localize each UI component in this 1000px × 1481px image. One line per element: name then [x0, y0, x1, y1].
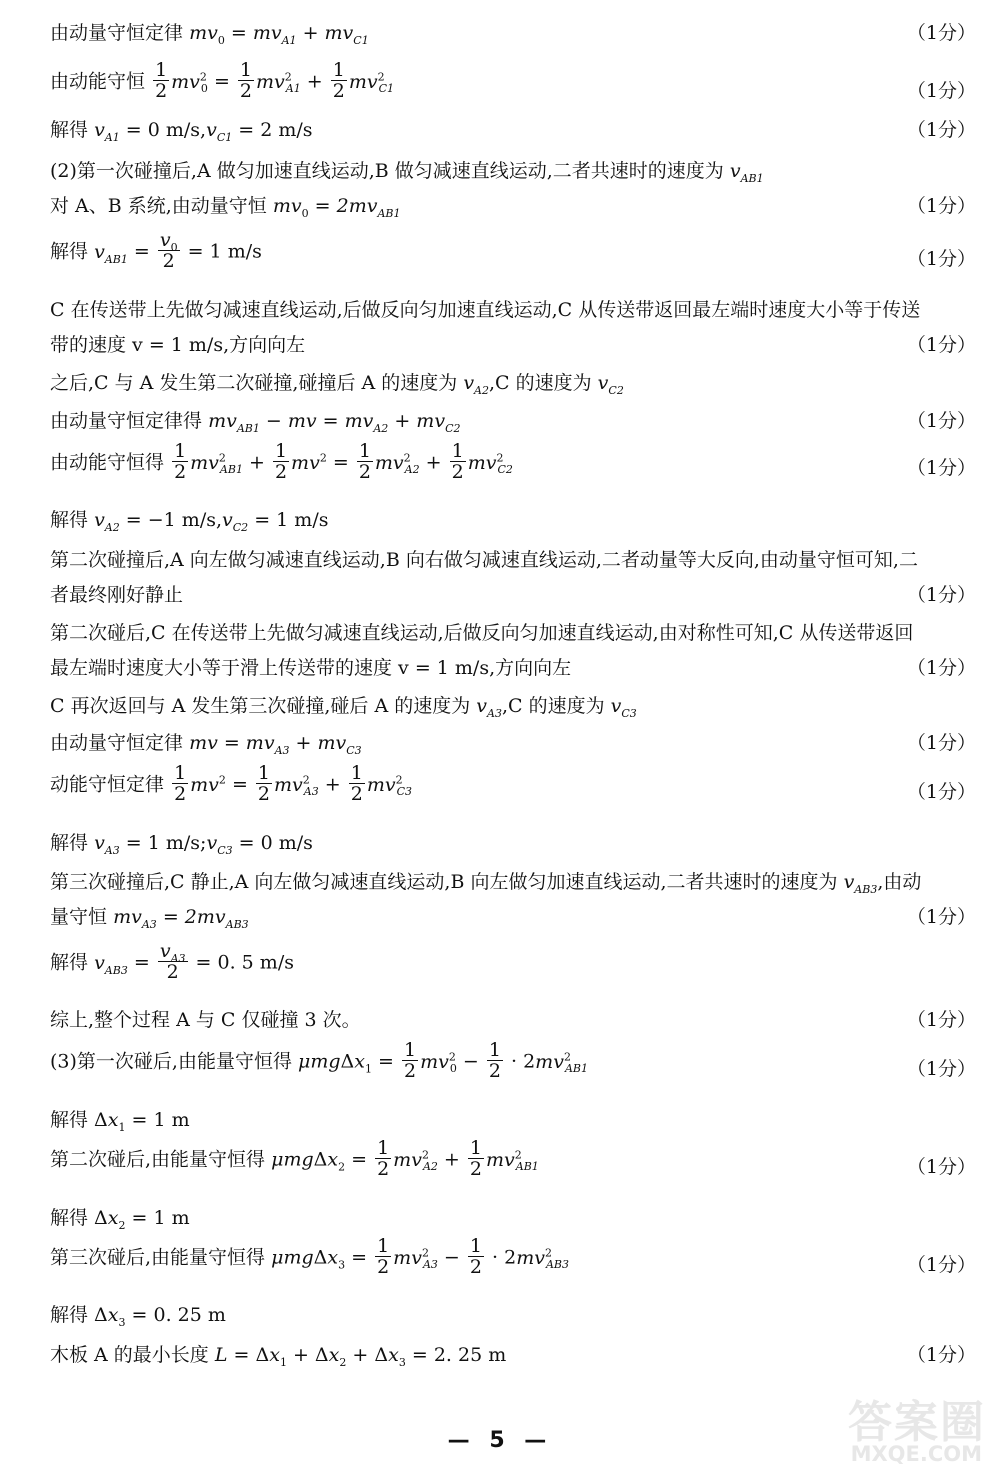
score-mark: （1分） — [906, 1156, 976, 1178]
line-6: 解得 $v_{AB1}$ = $\frac{v_0}{2}$ = 1 m/s （1分） — [50, 229, 976, 272]
score-mark: （1分） — [906, 80, 976, 102]
line-text: 第三次碰撞后,C 静止,A 向左做匀减速直线运动,B 向左做匀加速直线运动,二者共速时的速度为 — [50, 871, 838, 893]
line-28: 解得 $\Delta x_2 = 1$ m — [50, 1207, 190, 1232]
line-text: C 在传送带上先做匀减速直线运动,后做反向匀加速直线运动,C 从传送带返回最左端时速度大小等于传送 — [50, 299, 921, 321]
line-3: 解得 $v_{A1} = 0$ $m/s,v_{C1} = 2$ m/s （1分） — [50, 115, 976, 145]
score-mark: （1分） — [906, 195, 976, 217]
line-text: 解得 — [50, 951, 89, 974]
line-20: 解得 $v_{A3} = 1$ $m/s;v_{C3} = 0$ m/s — [50, 832, 313, 857]
score-mark: （1分） — [906, 584, 976, 606]
line-text: 解得 — [50, 1207, 89, 1229]
score-mark: （1分） — [906, 410, 976, 432]
line-text: 解得 — [50, 240, 89, 263]
score-mark: （1分） — [906, 22, 976, 44]
score-mark: （1分） — [906, 1058, 976, 1080]
line-text: 由动量守恒定律 — [50, 22, 184, 44]
line-1: 由动量守恒定律 $mv_0 = mv_{A1} + mv_{C1}$ （1分） — [50, 18, 976, 48]
line-13 — [50, 545, 976, 575]
line-27: 第二次碰后,由能量守恒得 μmgΔx$_2$ = $\frac{1}{2}$ $mv^2_{A2}$ + $\frac{1}{2}$ $mv^2_{AB1}$ （1分） — [50, 1137, 976, 1180]
line-text: 解得 — [50, 119, 89, 141]
line-text: 由动量守恒定律得 — [50, 410, 203, 432]
line-text: 解得 — [50, 832, 89, 854]
page-number: — 5 — — [447, 1428, 553, 1453]
line-7 — [50, 295, 976, 325]
line-text: 解得 — [50, 509, 89, 531]
line-text: (3)第一次碰后,由能量守恒得 — [50, 1050, 292, 1073]
line-tail: ,C 的速度为 — [489, 372, 592, 394]
line-25: (3)第一次碰后,由能量守恒得 μmgΔx$_1$ = $\frac{1}{2}$ $mv^2_0$ − $\frac{1}{2}$ · $2mv^2_{AB1}$ （1分） — [50, 1039, 976, 1082]
line-text: 第三次碰后,由能量守恒得 — [50, 1246, 266, 1269]
line-19: 动能守恒定律 $\frac{1}{2}$ $mv^2$ = $\frac{1}{2}$ $mv^2_{A3}$ + $\frac{1}{2}$ $mv^2_{C3}$ （1分） — [50, 762, 976, 805]
score-mark: （1分） — [906, 457, 976, 479]
line-22: 量守恒 $mv_{A3} = 2mv_{AB3}$ （1分） — [50, 902, 976, 932]
line-31: 木板 A 的最小长度 $L = \Delta x_1 + \Delta x_2 + \Delta x_3 = 2$. 25 m （1分） — [50, 1340, 976, 1370]
watermark-url: MXQE.COM — [850, 1442, 982, 1466]
score-mark: （1分） — [906, 334, 976, 356]
score-mark: （1分） — [906, 1254, 976, 1276]
score-mark: （1分） — [906, 248, 976, 270]
line-text: 最左端时速度大小等于滑上传送带的速度 v = 1 m/s,方向向左 — [50, 657, 572, 679]
line-18: 由动量守恒定律 mv = $mv_{A3} + mv_{C3}$ （1分） — [50, 728, 976, 758]
line-17: C 再次返回与 A 发生第三次碰撞,碰后 A 的速度为 $v_{A3},C$ 的速度为 $v_{C3}$ — [50, 695, 637, 720]
line-text: 第二次碰后,C 在传送带上先做匀减速直线运动,后做反向匀加速直线运动,由对称性可知,C 从传送带返回 — [50, 622, 914, 644]
line-text: (2)第一次碰撞后,A 做匀加速直线运动,B 做匀减速直线运动,二者共速时的速度为 — [50, 160, 724, 182]
line-text: 第二次碰撞后,A 向左做匀减速直线运动,B 向右做匀减速直线运动,二者动量等大反向,由动量守恒可知,二 — [50, 549, 918, 571]
line-text: 之后,C 与 A 发生第二次碰撞,碰撞后 A 的速度为 — [50, 372, 458, 394]
line-text: 由动量守恒定律 — [50, 732, 184, 754]
line-text: 动能守恒定律 — [50, 773, 165, 796]
line-text: 对 A、B 系统,由动量守恒 — [50, 195, 267, 217]
line-text: 综上,整个过程 A 与 C 仅碰撞 3 次。 — [50, 1009, 361, 1031]
score-mark: （1分） — [906, 1344, 976, 1366]
line-10: 由动量守恒定律得 $mv_{AB1}$ − mv = $mv_{A2} + mv_{C2}$ （1分） — [50, 406, 976, 436]
line-text: 第二次碰后,由能量守恒得 — [50, 1148, 266, 1171]
line-11: 由动能守恒得 $\frac{1}{2}$ $mv^2_{AB1}$ + $\frac{1}{2}$ $mv^2$ = $\frac{1}{2}$ $mv^2_{A2}$ + $\frac{1}{2}$ $mv^2_{C2}$ （1分） — [50, 440, 976, 483]
score-mark: （1分） — [906, 906, 976, 928]
line-text: 解得 — [50, 1109, 89, 1131]
line-16 — [50, 653, 976, 683]
score-mark: （1分） — [906, 657, 976, 679]
line-8 — [50, 330, 976, 360]
score-mark: （1分） — [906, 732, 976, 754]
score-mark: （1分） — [906, 781, 976, 803]
line-text: 带的速度 v = 1 m/s,方向向左 — [50, 334, 306, 356]
line-tail: ,C 的速度为 — [501, 695, 605, 717]
line-12: 解得 $v_{A2} = -1$ $m/s,v_{C2} = 1$ m/s — [50, 509, 329, 534]
line-text: 者最终刚好静止 — [50, 584, 184, 606]
line-text: 由动能守恒 — [50, 70, 146, 93]
line-text: 量守恒 — [50, 906, 108, 928]
line-text: 由动能守恒得 — [50, 451, 165, 474]
line-9: 之后,C 与 A 发生第二次碰撞,碰撞后 A 的速度为 $v_{A2},C$ 的速度为 $v_{C2}$ — [50, 372, 624, 397]
watermark-title: 答案圈 — [848, 1397, 986, 1448]
line-23: 解得 $v_{AB3}$ = $\frac{v_{A3}}{2}$ = 0. 5 m/s — [50, 940, 294, 983]
line-30: 解得 $\Delta x_3 = 0$. 25 m — [50, 1304, 226, 1329]
line-tail: ,由动 — [877, 871, 922, 893]
line-29: 第三次碰后,由能量守恒得 μmgΔx$_3$ = $\frac{1}{2}$ $mv^2_{A3}$ − $\frac{1}{2}$ · $2mv^2_{AB3}$ （1分） — [50, 1235, 976, 1278]
score-mark: （1分） — [906, 1009, 976, 1031]
line-26: 解得 $\Delta x_1 = 1$ m — [50, 1109, 190, 1134]
watermark-logo — [836, 1386, 986, 1476]
line-4: (2)第一次碰撞后,A 做匀加速直线运动,B 做匀减速直线运动,二者共速时的速度为 $v_{AB1}$ — [50, 160, 764, 185]
line-text: 木板 A 的最小长度 — [50, 1344, 209, 1366]
line-text: C 再次返回与 A 发生第三次碰撞,碰后 A 的速度为 — [50, 695, 471, 717]
line-5: 对 A、B 系统,由动量守恒 $mv_0 = 2mv_{AB1}$ （1分） — [50, 191, 976, 221]
line-21: 第三次碰撞后,C 静止,A 向左做匀减速直线运动,B 向左做匀加速直线运动,二者共速时的速度为 $v_{AB3}$,由动 — [50, 871, 922, 896]
line-24 — [50, 1005, 976, 1035]
line-2: 由动能守恒 $\frac{1}{2}$ $mv^2_0$ = $\frac{1}{2}$ $mv^2_{A1}$ + $\frac{1}{2}$ $mv^2_{C1}$ （1分） — [50, 62, 976, 103]
score-mark: （1分） — [906, 119, 976, 141]
line-text: 解得 — [50, 1304, 89, 1326]
line-15 — [50, 618, 976, 648]
line-14 — [50, 580, 976, 610]
